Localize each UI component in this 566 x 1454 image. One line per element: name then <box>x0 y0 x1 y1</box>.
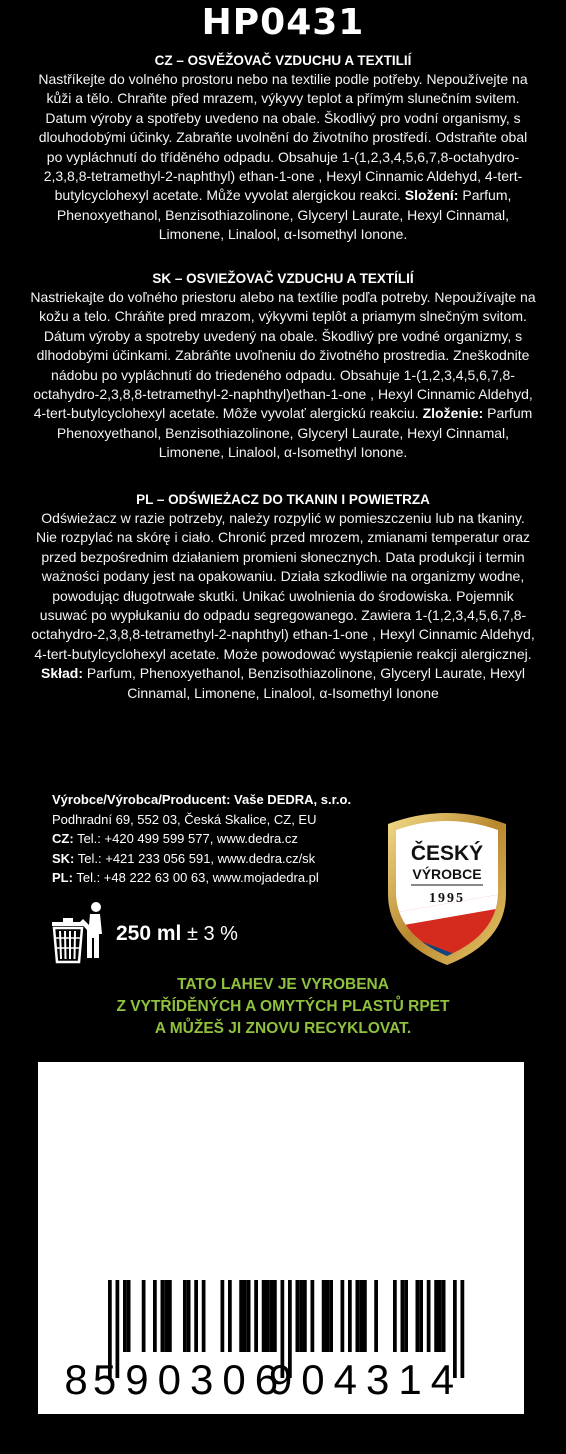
producer-cz <box>52 829 351 849</box>
barcode-bar <box>262 1280 266 1352</box>
barcode-bar <box>419 1280 423 1352</box>
barcode-right-digits: 904314 <box>268 1356 464 1403</box>
barcode-bar <box>393 1280 397 1352</box>
producer-heading: Výrobce/Výrobca/Producent: Vaše DEDRA, s.r.o. <box>52 792 352 807</box>
barcode-bar <box>374 1280 378 1352</box>
barcode-bar <box>341 1280 345 1352</box>
barcode-bar <box>153 1280 157 1352</box>
section-cz-title: CZ – OSVĚŽOVAČ VZDUCHU A TEXTILIÍ <box>154 53 412 68</box>
sk-ingredients-label: Zloženie: <box>422 405 484 422</box>
barcode-bar <box>348 1280 352 1352</box>
barcode-bar <box>401 1280 405 1352</box>
cz-text: Nastříkejte do volného prostoru nebo na textilie podle potřeby. Nepoužívejte na kůži a tělo. Chraňte před mrazem, výkyvy teplot a přímým slunečním svitem. Datum výroby a spotřeby uvedeno na obale. Škodlivý pro vodní organismy, s dlouhodobými účinky. Zabraňte uvolnění do životního prostředí. Odstraňte obal po vypláchnutí do tříděného odpadu. Obsahuje 1-(1,2,3,4,5,6,7,8-octahydro-2,3,8,8-tetramethyl-2-naphthyl) ethan-1-one , Hexyl Cinnamic Aldehyd, 4-tert-butylcyclohexyl acetate. Může vyvolat alergickou reakci. <box>38 71 528 204</box>
producer-address: Podhradní 69, 552 03, Česká Skalice, CZ, EU <box>52 811 317 827</box>
section-cz-text <box>30 70 536 245</box>
barcode-bar <box>221 1280 225 1352</box>
barcode-bar <box>164 1280 168 1352</box>
producer-cz-contact: Tel.: +420 499 599 577, www.dedra.cz <box>77 831 298 847</box>
cz-ingredients: Parfum, Phenoxyethanol, Benzisothiazolinone, Glyceryl Laurate, Hexyl Cinnamal, Limonene, Linalool, α-Isomethyl Ionone. <box>56 187 512 243</box>
barcode-left-digits: 590306 <box>92 1356 288 1403</box>
barcode-bar <box>359 1280 363 1352</box>
barcode-bar <box>427 1280 431 1352</box>
producer-info <box>52 790 351 888</box>
barcode-bar <box>442 1280 446 1352</box>
sk-text: Nastriekajte do voľného priestoru alebo na textílie podľa potreby. Nepoužívajte na kožu a telo. Chráňte pred mrazom, výkyvmi teplôt a priamym slnečným svitom. Dátum výroby a spotreby uvedený na obale. Škodlivý pre vodné organizmy, s dlhodobými účinkami. Zabráňte uvoľneniu do životného prostredia. Zneškodnite nádobu po vypláchnutí do triedeného odpadu. Obsahuje 1-(1,2,3,4,5,6,7,8-octahydro-2,3,8,8-tetramethyl-2-naphthyl)ethan-1-one , Hexyl Cinnamic Aldehyd, 4-tert-butylcyclohexyl acetate. Môže vyvolať alergickú reakciu. <box>30 289 536 422</box>
recycle-message <box>0 974 566 1040</box>
producer-sk-label: SK: <box>52 850 75 866</box>
barcode-bar <box>438 1280 442 1352</box>
barcode-bar <box>404 1280 408 1352</box>
barcode-bar <box>434 1280 438 1352</box>
barcode-bar <box>266 1280 270 1352</box>
barcode-bar <box>296 1280 300 1352</box>
volume-block <box>50 900 370 970</box>
recycle-line1: TATO LAHEV JE VYROBENA <box>177 976 389 993</box>
producer-cz-label: CZ: <box>52 831 74 847</box>
barcode-bar <box>356 1280 360 1352</box>
barcode-bar <box>299 1280 303 1352</box>
barcode-bar <box>243 1280 247 1352</box>
barcode-bar <box>273 1280 277 1352</box>
barcode-area <box>38 1062 524 1414</box>
producer-pl <box>52 868 351 888</box>
pl-ingredients: Parfum, Phenoxyethanol, Benzisothiazolinone, Glyceryl Laurate, Hexyl Cinnamal, Limonene, Linalool, α-Isomethyl Ionone <box>86 665 526 701</box>
section-pl-title: PL – ODŚWIEŻACZ DO TKANIN I POWIETRZA <box>136 492 430 507</box>
volume-text <box>116 922 238 946</box>
product-code: HP0431 <box>201 2 365 43</box>
section-pl <box>30 490 536 703</box>
section-cz <box>30 51 536 245</box>
producer-pl-contact: Tel.: +48 222 63 00 63, www.mojadedra.pl <box>76 870 319 886</box>
section-sk-text <box>30 288 536 463</box>
cesky-vyrobce-badge <box>385 808 509 966</box>
barcode-bar <box>416 1280 420 1352</box>
barcode-bar <box>187 1280 191 1352</box>
section-sk <box>30 269 536 463</box>
recycle-line3: A MŮŽEŠ JI ZNOVU RECYKLOVAT. <box>154 1020 412 1037</box>
barcode-bar <box>322 1280 326 1352</box>
barcode-bar <box>142 1280 146 1352</box>
producer-sk-contact: Tel.: +421 233 056 591, www.dedra.cz/sk <box>77 850 316 866</box>
section-sk-title: SK – OSVIEŽOVAČ VZDUCHU A TEXTÍLIÍ <box>152 271 414 286</box>
barcode-bar <box>329 1280 333 1352</box>
barcode-bar <box>161 1280 165 1352</box>
recycle-bin-icon <box>50 900 108 966</box>
barcode-bar <box>269 1280 273 1352</box>
sk-ingredients: Parfum Phenoxyethanol, Benzisothiazolinone, Glyceryl Laurate, Hexyl Cinnamal, Limonene, Linalool, α-Isomethyl Ionone. <box>56 405 533 461</box>
badge-year: 1995 <box>429 891 465 906</box>
section-pl-text <box>30 509 536 703</box>
barcode-bar <box>194 1280 198 1352</box>
pl-text: Odświeżacz w razie potrzeby, należy rozpylić w pomieszczeniu lub na tkaniny. Nie rozpylać na skórę i ciało. Chronić przed mrozem, zmianami temperatur oraz przed bezpośrednim działaniem promieni słonecznych. Data produkcji i termin ważności podany jest na opakowaniu. Działa szkodliwie na organizmy wodne, powodując długotrwałe skutki. Unikać uwolnienia do środowiska. Pojemnik usuwać po wypłukaniu do odpadu segregowanego. Zawiera 1-(1,2,3,4,5,6,7,8-octahydro-2,3,8,8-tetramethyl-2-naphthyl) ethan-1-one , Hexyl Cinnamic Aldehyd, 4-tert-butylcyclohexyl acetate. Może powodować wystąpienie reakcji alergicznej. <box>31 510 535 662</box>
barcode-bar <box>326 1280 330 1352</box>
barcode-bar <box>123 1280 127 1352</box>
barcode-bar <box>254 1280 258 1352</box>
cz-ingredients-label: Složení: <box>404 187 459 204</box>
barcode-bar <box>239 1280 243 1352</box>
badge-line2: VÝROBCE <box>412 866 482 882</box>
pl-ingredients-label: Skład: <box>40 665 83 682</box>
barcode-first-digit: 8 <box>64 1356 88 1403</box>
barcode-bar <box>247 1280 251 1352</box>
barcode-bar <box>363 1280 367 1352</box>
recycle-line2: Z VYTŘÍDĚNÝCH A OMYTÝCH PLASTŮ RPET <box>116 998 450 1015</box>
volume-amount: 250 ml <box>116 922 182 945</box>
barcode-bar <box>127 1280 131 1352</box>
barcode-bar <box>228 1280 232 1352</box>
barcode-bar <box>183 1280 187 1352</box>
barcode-bar <box>168 1280 172 1352</box>
barcode <box>38 1062 524 1414</box>
producer-pl-label: PL: <box>52 870 73 886</box>
volume-tolerance: ± 3 % <box>186 923 238 945</box>
badge-line1: ČESKÝ <box>410 842 484 865</box>
barcode-bar <box>303 1280 307 1352</box>
barcode-bar <box>202 1280 206 1352</box>
barcode-bar <box>311 1280 315 1352</box>
producer-sk <box>52 849 351 869</box>
